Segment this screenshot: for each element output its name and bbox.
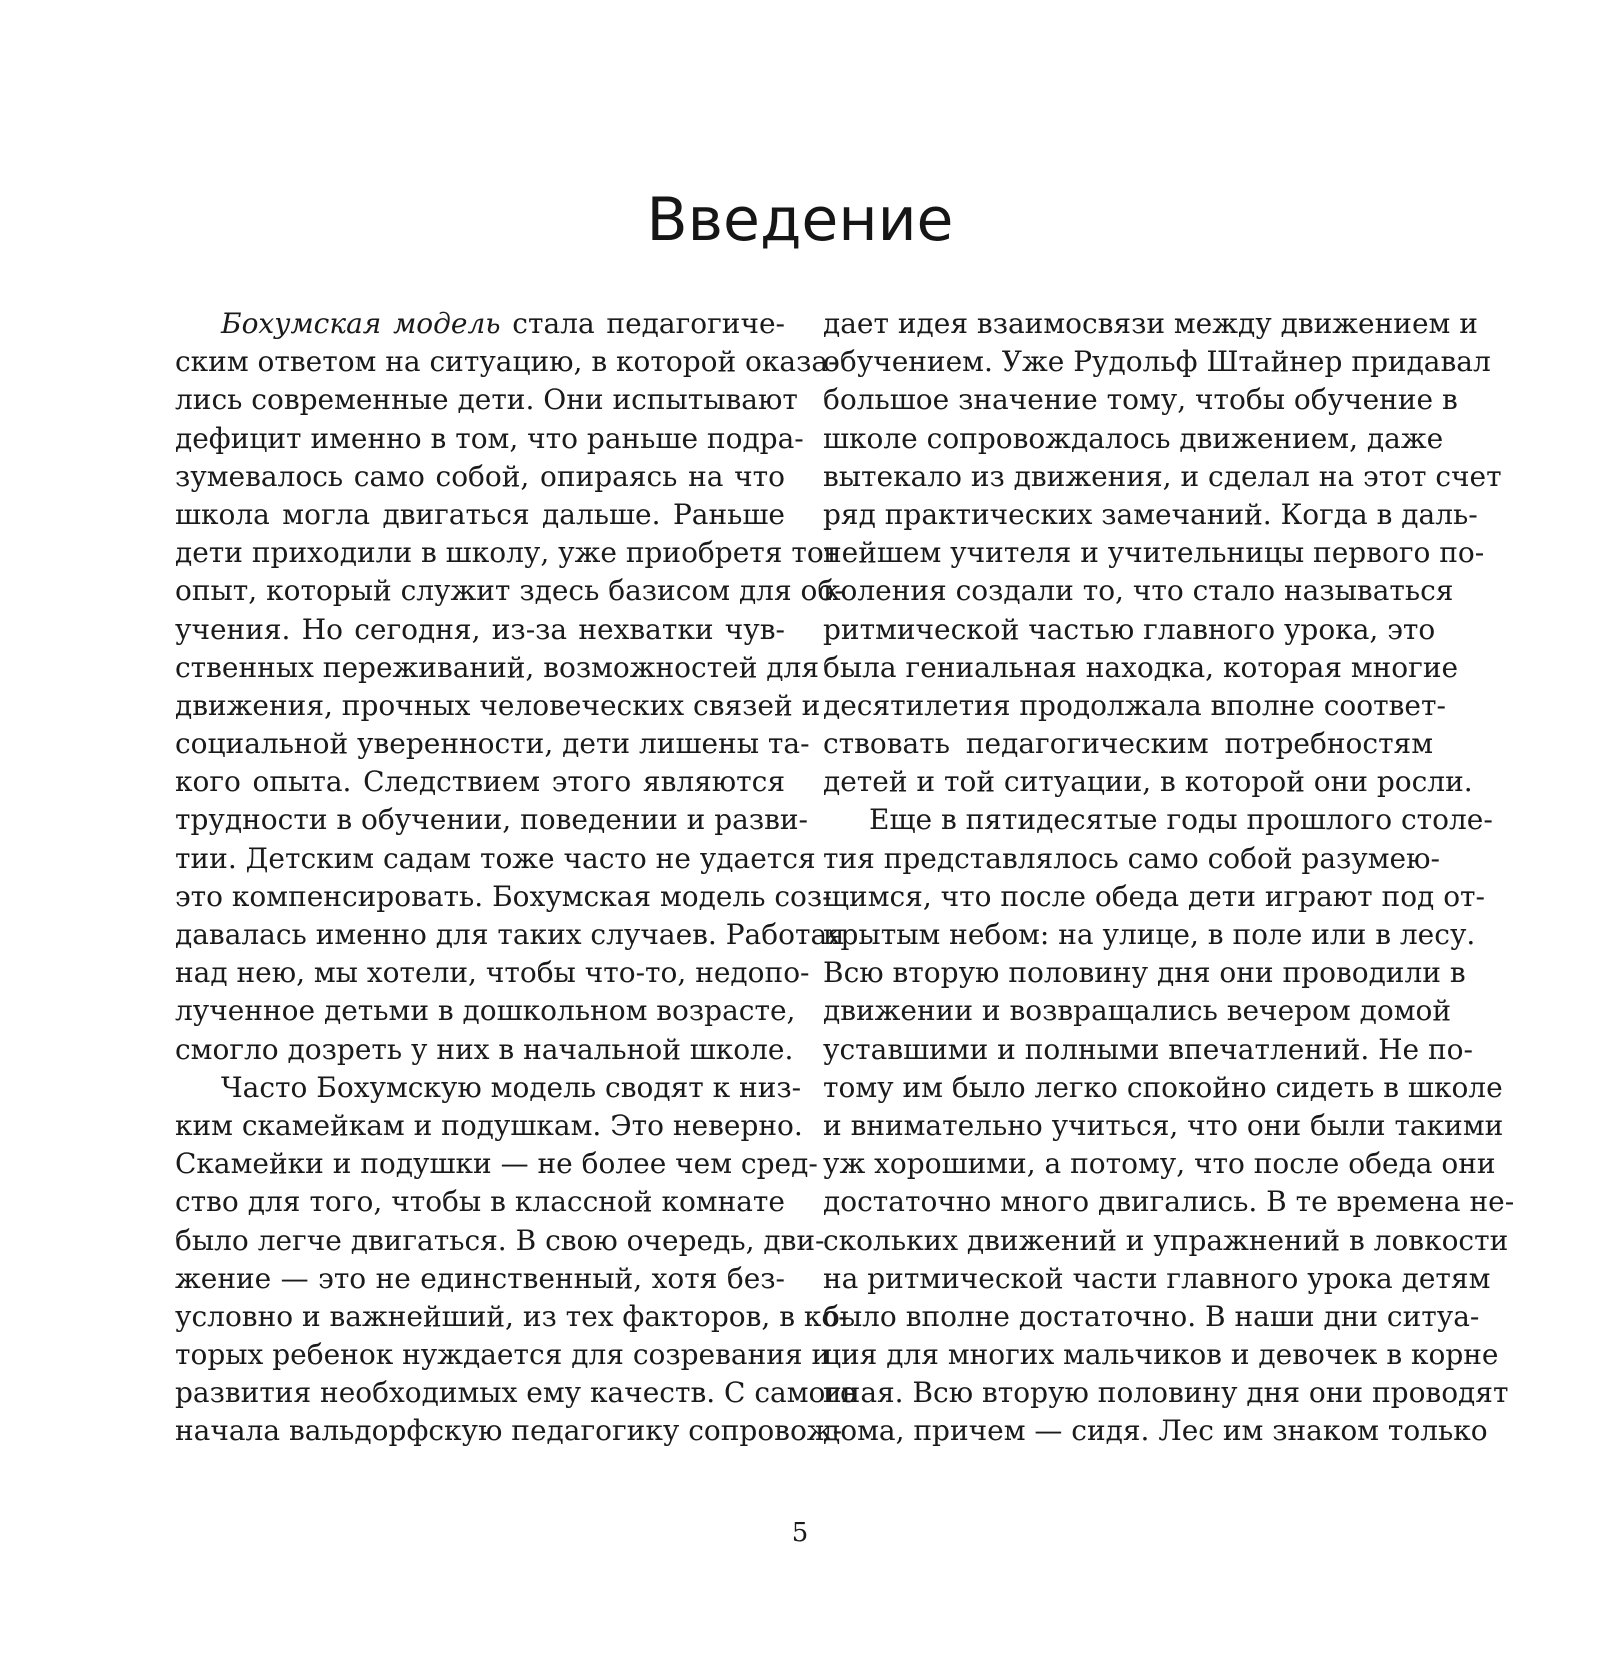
line-text: стала педагогиче- (500, 307, 785, 340)
text-line (823, 1260, 1491, 1298)
line-text: ритмической частью главного урока, это (823, 612, 1436, 646)
text-line (823, 725, 1433, 763)
line-text: детей и той ситуации, в которой они росли. (823, 765, 1473, 799)
line-text: достаточно много двигались. В те времена не- (823, 1185, 1515, 1219)
text-line (175, 1336, 831, 1374)
line-text: ствовать педагогическим потребностям (823, 727, 1433, 761)
text-line (823, 1336, 1499, 1374)
line-text: на ритмической части главного урока детям (823, 1261, 1491, 1295)
line-text: щимся, что после обеда дети играют под от- (823, 879, 1486, 913)
line-text: десятилетия продолжала вполне соответ- (823, 688, 1446, 722)
text-line (175, 916, 845, 954)
text-line (175, 878, 832, 916)
line-text: ряд практических замечаний. Когда в даль- (823, 497, 1478, 531)
line-text: над нею, мы хотели, чтобы что-то, недопо- (175, 956, 810, 990)
line-text: опыт, который служит здесь базисом для об- (175, 574, 844, 608)
line-text: дети приходили в школу, уже приобретя тот (175, 536, 840, 570)
right-text-column (823, 305, 1515, 1451)
text-line (823, 1107, 1504, 1145)
line-text: большое значение тому, чтобы обучение в (823, 383, 1458, 417)
text-line (175, 992, 796, 1030)
line-text: учения. Но сегодня, из-за нехватки чув- (175, 612, 785, 646)
emphasized-term: Бохумская модель (221, 307, 501, 340)
line-text: движения, прочных человеческих связей и (175, 688, 821, 722)
line-text: уж хорошими, а потому, что после обеда они (823, 1147, 1496, 1181)
text-line (175, 611, 785, 649)
text-line (175, 1412, 843, 1450)
text-line (823, 611, 1436, 649)
line-text: Всю вторую половину дня они проводили в (823, 956, 1466, 990)
line-text: ция для многих мальчиков и девочек в корне (823, 1338, 1499, 1372)
text-line (175, 687, 821, 725)
line-text: школа могла двигаться дальше. Раньше (175, 497, 785, 531)
line-text: условно и важнейший, из тех факторов, в ко- (175, 1299, 848, 1333)
line-text: дает идея взаимосвязи между движением и (823, 307, 1478, 340)
line-text: лись современные дети. Они испытывают (175, 383, 798, 417)
text-line (823, 763, 1473, 801)
text-line (175, 763, 785, 801)
text-line (823, 420, 1444, 458)
text-line (175, 649, 819, 687)
line-text: ственных переживаний, возможностей для (175, 650, 819, 684)
text-line (175, 381, 798, 419)
line-text: торых ребенок нуждается для созревания и (175, 1338, 831, 1372)
text-line (175, 1298, 848, 1336)
line-text: ство для того, чтобы в классной комнате (175, 1185, 785, 1219)
text-line (175, 343, 838, 381)
text-line (823, 1145, 1496, 1183)
text-line (823, 534, 1485, 572)
text-line (175, 840, 816, 878)
line-text: Часто Бохумскую модель сводят к низ- (221, 1070, 802, 1104)
text-line (175, 1069, 802, 1107)
text-line (175, 1222, 825, 1260)
line-text: обучением. Уже Рудольф Штайнер придавал (823, 345, 1491, 379)
line-text: коления создали то, что стало называться (823, 574, 1454, 608)
text-line (823, 1183, 1515, 1221)
line-text: зумевалось само собой, опираясь на что (175, 459, 785, 493)
page-number: 5 (791, 1518, 809, 1548)
text-line (823, 878, 1486, 916)
text-line (823, 916, 1476, 954)
left-text-column (175, 305, 857, 1451)
text-line (823, 572, 1454, 610)
line-text: жение — это не единственный, хотя без- (175, 1261, 785, 1295)
text-line (175, 496, 785, 534)
text-line (175, 305, 785, 343)
text-line (823, 1374, 1509, 1412)
line-text: была гениальная находка, которая многие (823, 650, 1459, 684)
text-line (175, 954, 810, 992)
line-text: ским ответом на ситуацию, в которой оказа- (175, 345, 838, 379)
text-line (823, 1412, 1488, 1450)
text-line (823, 496, 1478, 534)
line-text: вытекало из движения, и сделал на этот счет (823, 459, 1502, 493)
text-line (175, 1260, 785, 1298)
line-text: нейшем учителя и учительницы первого по- (823, 536, 1485, 570)
line-text: скольких движений и упражнений в ловкости (823, 1223, 1509, 1257)
line-text: движении и возвращались вечером домой (823, 994, 1451, 1028)
text-line (823, 1298, 1480, 1336)
line-text: социальной уверенности, дети лишены та- (175, 727, 810, 761)
text-line (175, 1374, 857, 1412)
line-text: ким скамейкам и подушкам. Это неверно. (175, 1108, 803, 1142)
text-line (823, 1069, 1503, 1107)
line-text: давалась именно для таких случаев. Работая (175, 918, 845, 951)
line-text: дома, причем — сидя. Лес им знаком только (823, 1414, 1488, 1448)
line-text: тому им было легко спокойно сидеть в школе (823, 1070, 1503, 1104)
line-text: тии. Детским садам тоже часто не удается (175, 841, 816, 875)
line-text: Еще в пятидесятые годы прошлого столе- (869, 803, 1493, 837)
page-title: Введение (646, 185, 954, 255)
line-text: кого опыта. Следствием этого являются (175, 765, 785, 799)
text-line (175, 1183, 785, 1221)
text-line (175, 534, 840, 572)
line-text: начала вальдорфскую педагогику сопровож- (175, 1414, 843, 1448)
line-text: тия представлялось само собой разумею- (823, 841, 1440, 875)
line-text: лученное детьми в дошкольном возрасте, (175, 994, 796, 1028)
text-line (823, 343, 1491, 381)
text-line (823, 1222, 1509, 1260)
text-line (823, 381, 1458, 419)
text-line (823, 840, 1440, 878)
line-text: это компенсировать. Бохумская модель соз- (175, 879, 832, 913)
line-text: развития необходимых ему качеств. С самого (175, 1376, 857, 1410)
text-line (175, 1031, 794, 1069)
text-line (175, 1107, 803, 1145)
line-text: смогло дозреть у них в начальной школе. (175, 1032, 794, 1066)
line-text: школе сопровождалось движением, даже (823, 421, 1444, 455)
text-line (823, 992, 1451, 1030)
text-line (823, 305, 1478, 343)
line-text: крытым небом: на улице, в поле или в лесу. (823, 918, 1476, 951)
text-line (823, 1031, 1474, 1069)
text-line (175, 1145, 818, 1183)
text-line (823, 458, 1502, 496)
line-text: уставшими и полными впечатлений. Не по- (823, 1032, 1474, 1066)
line-text: и внимательно учиться, что они были такими (823, 1108, 1504, 1142)
text-line (175, 572, 844, 610)
line-text: Скамейки и подушки — не более чем сред- (175, 1147, 818, 1181)
text-line (823, 687, 1446, 725)
text-line (175, 725, 810, 763)
line-text: трудности в обучении, поведении и разви- (175, 803, 808, 837)
text-line (823, 801, 1493, 839)
line-text: было легче двигаться. В свою очередь, дви- (175, 1223, 825, 1257)
line-text: иная. Всю вторую половину дня они проводят (823, 1376, 1509, 1410)
text-line (823, 954, 1466, 992)
text-line (823, 649, 1459, 687)
text-line (175, 458, 785, 496)
text-line (175, 801, 808, 839)
line-text: дефицит именно в том, что раньше подра- (175, 421, 804, 455)
line-text: было вполне достаточно. В наши дни ситуа- (823, 1299, 1480, 1333)
text-line (175, 420, 804, 458)
